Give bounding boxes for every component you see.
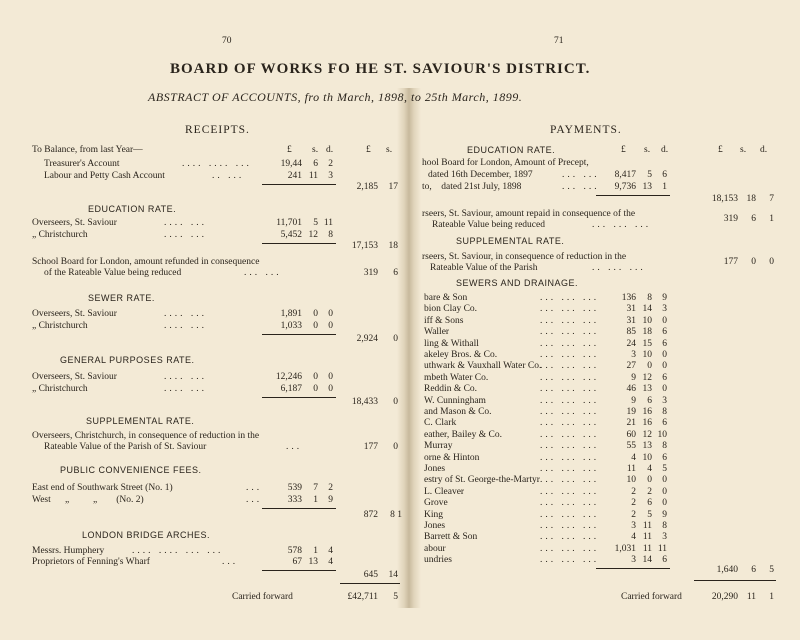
humphery-shillings: 1 <box>313 546 318 556</box>
sewer-payee-name: uthwark & Vauxhall Water Co. <box>424 361 542 372</box>
general-christchurch-pounds: 6,187 <box>280 384 302 394</box>
sewer-payee-shillings: 2 <box>647 486 652 497</box>
leader-dots: ... ... <box>562 170 600 180</box>
payments-supplemental-heading: SUPPLEMENTAL RATE. <box>456 236 565 246</box>
leader-dots: ... ... ... <box>540 429 600 440</box>
fennings-wharf-pounds: 67 <box>292 557 302 567</box>
sewer-payee-pounds: 4 <box>631 452 636 463</box>
leader-dots: ... ... ... <box>540 543 600 554</box>
leader-dots: .... ... <box>164 321 207 331</box>
sewer-payee-pounds: 24 <box>626 338 636 349</box>
leader-dots: ... ... ... <box>540 498 600 509</box>
sewer-payee-pounds: 9 <box>631 395 636 406</box>
sewer-christchurch-shillings: 0 <box>313 321 318 331</box>
sewer-payee-name: bare & Son <box>424 293 468 303</box>
leader-dots: ... ... ... <box>540 350 600 360</box>
sewer-payee-pounds: 60 <box>626 429 636 440</box>
leader-dots: ... ... ... <box>540 361 600 372</box>
sewer-st-saviour-shillings: 0 <box>313 309 318 319</box>
general-christchurch-pence: 0 <box>328 384 333 394</box>
supplemental-line1: Overseers, Christchurch, in consequence of reduction in the <box>32 431 260 441</box>
payments-col-pounds-total: £ <box>718 145 723 155</box>
school-refund-pounds: 319 <box>363 268 378 278</box>
sewer-payee-pounds: 21 <box>626 418 636 429</box>
sewer-payee-pence: 0 <box>662 361 667 372</box>
edu-christchurch-shillings: 12 <box>308 230 318 240</box>
receipts-col-shillings: s. <box>312 145 319 155</box>
precept-dec-pounds: 8,417 <box>614 170 636 180</box>
sewer-payee-pounds: 46 <box>626 384 636 395</box>
page-title: BOARD OF WORKS FO HE ST. SAVIOUR'S DISTRICT. <box>170 61 591 77</box>
sewer-payee-shillings: 14 <box>642 304 652 315</box>
sewer-payee-name: C. Clark <box>424 418 457 429</box>
leader-dots: ... ... ... <box>592 220 652 230</box>
humphery-label: Messrs. Humphery <box>32 546 105 556</box>
precept-jul-label: to, dated 21st July, 1898 <box>422 182 522 192</box>
leader-dots: .. ... ... <box>592 263 646 273</box>
precept-jul-shillings: 13 <box>642 182 652 192</box>
sewer-payee-name: orne & Hinton <box>424 452 480 463</box>
sewer-payee-pence: 6 <box>662 418 667 429</box>
sewer-payee-name: L. Cleaver <box>424 486 465 497</box>
sewer-payee-pence: 8 <box>662 521 667 531</box>
edu-christchurch-pounds: 5,452 <box>280 230 302 240</box>
leader-dots: ... ... ... <box>540 521 600 531</box>
sewer-payee-pounds: 27 <box>626 361 636 372</box>
fennings-wharf-pence: 4 <box>328 557 333 567</box>
general-total-shillings: 0 <box>393 397 398 407</box>
sewer-payee-pence: 6 <box>662 372 667 383</box>
sewer-payee-shillings: 13 <box>642 384 652 395</box>
sewer-payee-name: King <box>424 509 443 520</box>
sewer-payee-pence: 11 <box>657 543 667 554</box>
sewers-total-shillings: 6 <box>751 565 756 575</box>
sewer-payee-name: estry of St. George-the-Martyr <box>424 475 540 486</box>
sewer-payee-pounds: 3 <box>631 521 636 531</box>
sewer-payee-name: Barrett & Son <box>424 532 478 543</box>
edu-st-saviour-shillings: 5 <box>313 218 318 228</box>
receipts-carried-forward-label: Carried forward <box>232 592 293 602</box>
payments-supplemental-pence: 0 <box>769 257 774 267</box>
sewer-rate-heading: SEWER RATE. <box>88 293 155 303</box>
sewer-payee-name: Jones <box>424 521 446 531</box>
sewer-payee-shillings: 8 <box>647 293 652 303</box>
payments-col-pence: d. <box>661 145 669 155</box>
payments-supplemental-shillings: 0 <box>751 257 756 267</box>
leader-dots: ... ... ... <box>540 372 600 383</box>
public-total-pounds: 872 <box>363 510 378 520</box>
sewer-payee-pounds: 2 <box>631 509 636 520</box>
sewer-payee-name: mbeth Water Co. <box>424 372 489 383</box>
general-st-saviour-pence: 0 <box>328 372 333 382</box>
public-east-label: East end of Southwark Street (No. 1) <box>32 483 173 493</box>
general-st-saviour-label: Overseers, St. Saviour <box>32 372 117 382</box>
sewer-payee-pence: 6 <box>662 555 667 566</box>
sewer-payee-pounds: 31 <box>626 304 636 315</box>
leader-dots: ... ... ... <box>540 384 600 395</box>
payments-carried-forward-pounds: 20,290 <box>711 592 738 602</box>
sewer-payee-name: ling & Withall <box>424 338 479 349</box>
leader-dots: .... ... <box>164 372 207 382</box>
sewer-payee-pence: 5 <box>662 464 667 474</box>
precept-dec-shillings: 5 <box>647 170 652 180</box>
sewer-payee-pence: 3 <box>662 532 667 543</box>
sewer-payee-name: undries <box>424 555 452 566</box>
sewer-payee-name: iff & Sons <box>424 315 464 326</box>
edu-christchurch-label: „ Christchurch <box>32 230 88 240</box>
payments-carried-forward-pence: 1 <box>769 592 774 602</box>
leader-dots: ... ... ... <box>540 509 600 520</box>
sewer-payee-pence: 0 <box>662 350 667 360</box>
labour-pence: 3 <box>328 171 333 181</box>
fennings-wharf-label: Proprietors of Fenning's Wharf <box>32 557 150 567</box>
sewer-payee-name: and Mason & Co. <box>424 407 492 417</box>
sewer-payee-pounds: 3 <box>631 350 636 360</box>
sewer-payee-shillings: 13 <box>642 441 652 452</box>
school-refund-shillings: 6 <box>393 268 398 278</box>
subtotal-rule <box>262 397 336 398</box>
sewer-payee-shillings: 6 <box>647 395 652 406</box>
sewer-payee-pence: 8 <box>662 407 667 417</box>
leader-dots: ... ... ... <box>540 418 600 429</box>
edu-st-saviour-label: Overseers, St. Saviour <box>32 218 117 228</box>
payments-edu-total-pence: 7 <box>769 194 774 204</box>
sewer-payee-shillings: 16 <box>642 407 652 417</box>
london-bridge-total-shillings: 14 <box>388 570 398 580</box>
sewer-payee-pence: 0 <box>662 315 667 326</box>
sewer-payee-name: Waller <box>424 327 450 338</box>
leader-dots: ... ... ... <box>540 452 600 463</box>
sewer-payee-pounds: 85 <box>626 327 636 338</box>
general-st-saviour-pounds: 12,246 <box>275 372 302 382</box>
sewer-payee-pence: 8 <box>662 441 667 452</box>
edu-total-pounds: 17,153 <box>351 241 378 251</box>
leader-dots: ... ... ... <box>540 395 600 406</box>
public-convenience-heading: PUBLIC CONVENIENCE FEES. <box>60 465 202 475</box>
sewer-payee-pence: 0 <box>662 498 667 509</box>
sewers-total-pounds: 1,640 <box>716 565 738 575</box>
payments-col-pounds: £ <box>621 145 626 155</box>
receipts-col-shillings-total: s. <box>386 145 393 155</box>
leader-dots: ... ... <box>562 182 600 192</box>
general-total-pounds: 18,433 <box>351 397 378 407</box>
page-subtitle: ABSTRACT OF ACCOUNTS, fro th March, 1898, to 25th March, 1899. <box>148 90 523 104</box>
leader-dots: ... <box>222 557 239 567</box>
general-christchurch-label: „ Christchurch <box>32 384 88 394</box>
supplemental-pounds: 177 <box>363 442 378 452</box>
leader-dots: ... <box>246 495 263 505</box>
subtotal-rule <box>262 334 336 335</box>
treasurer-shillings: 6 <box>313 159 318 169</box>
receipts-carried-forward-pounds: £42,711 <box>347 592 378 602</box>
sewer-payee-pence: 0 <box>662 486 667 497</box>
public-west-pence: 9 <box>328 495 333 505</box>
edu-christchurch-pence: 8 <box>328 230 333 240</box>
sewer-payee-shillings: 10 <box>642 452 652 463</box>
sewer-payee-pounds: 31 <box>626 315 636 326</box>
subtotal-rule <box>596 195 670 196</box>
sewer-payee-shillings: 18 <box>642 327 652 338</box>
sewer-payee-shillings: 12 <box>642 429 652 440</box>
sewer-payee-shillings: 10 <box>642 315 652 326</box>
sewer-payee-pence: 9 <box>662 293 667 303</box>
sewer-payee-pounds: 9 <box>631 372 636 383</box>
leader-dots: ... ... ... <box>540 407 600 417</box>
leader-dots: ... ... ... <box>540 293 600 303</box>
sewer-payee-pounds: 1,031 <box>614 543 636 554</box>
school-board-refund-line1: School Board for London, amount refunded in consequence <box>32 257 260 267</box>
payments-supplemental-label: Rateable Value of the Parish <box>430 263 538 273</box>
sewer-payee-pounds: 11 <box>626 464 636 474</box>
sewer-payee-shillings: 6 <box>647 498 652 509</box>
leader-dots: .... .... ... <box>182 159 252 169</box>
leader-dots: .... ... <box>164 230 207 240</box>
sewer-payee-pounds: 2 <box>631 498 636 509</box>
sewers-total-pence: 5 <box>769 565 774 575</box>
labour-pounds: 241 <box>287 171 302 181</box>
public-east-pence: 2 <box>328 483 333 493</box>
leader-dots: ... ... ... <box>540 327 600 338</box>
sewer-payee-pence: 3 <box>662 395 667 406</box>
general-st-saviour-shillings: 0 <box>313 372 318 382</box>
leader-dots: .... ... <box>164 384 207 394</box>
leader-dots: ... ... ... <box>540 441 600 452</box>
sewer-payee-shillings: 0 <box>647 475 652 486</box>
sewer-payee-pence: 6 <box>662 452 667 463</box>
sewer-total-pounds: 2,924 <box>356 334 378 344</box>
sewer-payee-shillings: 16 <box>642 418 652 429</box>
receipts-col-pounds-total: £ <box>366 145 371 155</box>
sewer-payee-pence: 9 <box>662 509 667 520</box>
payments-col-shillings: s. <box>644 145 651 155</box>
general-purposes-heading: GENERAL PURPOSES RATE. <box>60 355 195 365</box>
page-gutter <box>397 88 421 608</box>
sewer-payee-shillings: 5 <box>647 509 652 520</box>
leader-dots: .... ... <box>164 309 207 319</box>
sewer-payee-pence: 0 <box>662 384 667 395</box>
sewer-payee-shillings: 11 <box>642 532 652 543</box>
leader-dots: ... ... <box>244 268 282 278</box>
sewer-payee-name: W. Cunningham <box>424 395 486 406</box>
humphery-pounds: 578 <box>287 546 302 556</box>
labour-shillings: 11 <box>308 171 318 181</box>
sewer-payee-shillings: 0 <box>647 361 652 372</box>
general-christchurch-shillings: 0 <box>313 384 318 394</box>
leader-dots: .. ... <box>212 171 245 181</box>
subtotal-rule <box>262 243 336 244</box>
payments-carried-forward-label: Carried forward <box>621 592 682 602</box>
subtotal-rule <box>262 508 336 509</box>
sewer-payee-name: bion Clay Co. <box>424 304 478 315</box>
leader-dots: ... ... ... <box>540 304 600 315</box>
public-east-shillings: 7 <box>313 483 318 493</box>
payments-edu-total-pounds: 18,153 <box>711 194 738 204</box>
leader-dots: ... <box>286 442 303 452</box>
sewer-payee-name: Jones <box>424 464 446 474</box>
sewer-payee-pounds: 136 <box>621 293 636 303</box>
payments-heading: PAYMENTS. <box>550 124 622 136</box>
leader-dots: ... ... ... <box>540 315 600 326</box>
balance-total-shillings: 17 <box>388 182 398 192</box>
sewer-payee-pounds: 55 <box>626 441 636 452</box>
leader-dots: ... ... ... <box>540 475 600 486</box>
school-board-refund-line2: of the Rateable Value being reduced <box>44 268 182 278</box>
supplemental-line2: Rateable Value of the Parish of St. Saviour <box>44 442 207 452</box>
sewer-payee-name: eather, Bailey & Co. <box>424 429 502 440</box>
receipts-col-pence: d. <box>326 145 334 155</box>
sewer-st-saviour-pence: 0 <box>328 309 333 319</box>
right-page-number: 71 <box>554 36 564 46</box>
humphery-pence: 4 <box>328 546 333 556</box>
receipts-heading: RECEIPTS. <box>185 124 250 136</box>
sewer-christchurch-pounds: 1,033 <box>280 321 302 331</box>
leader-dots: ... ... ... <box>540 464 600 474</box>
precept-jul-pence: 1 <box>662 182 667 192</box>
public-total-shillings: 8 1 <box>390 510 402 520</box>
fennings-wharf-shillings: 13 <box>308 557 318 567</box>
overseers-repaid-line1: rseers, St. Saviour, amount repaid in consequence of the <box>422 209 636 219</box>
sewer-payee-shillings: 11 <box>642 521 652 531</box>
leader-dots: ... ... ... <box>540 338 600 349</box>
payments-carried-forward-shillings: 11 <box>746 592 756 602</box>
sewer-payee-shillings: 12 <box>642 372 652 383</box>
sewer-payee-shillings: 14 <box>642 555 652 566</box>
payments-supplemental-line1: rseers, St. Saviour, in consequence of reduction in the <box>422 252 627 262</box>
sewer-christchurch-pence: 0 <box>328 321 333 331</box>
precept-dec-pence: 6 <box>662 170 667 180</box>
overseers-repaid-shillings: 6 <box>751 214 756 224</box>
leader-dots: ... <box>246 483 263 493</box>
opening-balance-label: To Balance, from last Year— <box>32 145 143 155</box>
sewers-drainage-heading: SEWERS AND DRAINAGE. <box>456 278 579 288</box>
sewer-st-saviour-label: Overseers, St. Saviour <box>32 309 117 319</box>
leader-dots: ... ... ... <box>540 486 600 497</box>
sewer-payee-shillings: 15 <box>642 338 652 349</box>
leader-dots: .... .... ... ... <box>132 546 224 556</box>
public-east-pounds: 539 <box>287 483 302 493</box>
precept-jul-pounds: 9,736 <box>614 182 636 192</box>
sewer-christchurch-label: „ Christchurch <box>32 321 88 331</box>
receipts-col-pounds: £ <box>287 145 292 155</box>
payments-col-pence-total: d. <box>760 145 768 155</box>
subtotal-rule <box>262 184 336 185</box>
public-west-label: West „ „ (No. 2) <box>32 495 144 505</box>
sewer-payee-shillings: 4 <box>647 464 652 474</box>
precept-line1: hool Board for London, Amount of Precept, <box>422 158 589 168</box>
sewer-payee-pence: 6 <box>662 327 667 338</box>
education-rate-heading: EDUCATION RATE. <box>88 204 177 214</box>
overseers-repaid-label: Rateable Value being reduced <box>432 220 545 230</box>
sewer-payee-pounds: 10 <box>626 475 636 486</box>
london-bridge-total-pounds: 645 <box>363 570 378 580</box>
public-west-pounds: 333 <box>287 495 302 505</box>
supplemental-shillings: 0 <box>393 442 398 452</box>
left-page-number: 70 <box>222 36 232 46</box>
sewer-payee-shillings: 10 <box>642 350 652 360</box>
treasurer-pence: 2 <box>328 159 333 169</box>
payments-col-shillings-total: s. <box>740 145 747 155</box>
sewer-payee-pounds: 2 <box>631 486 636 497</box>
sewer-payee-name: Murray <box>424 441 453 452</box>
sewer-payee-name: akeley Bros. & Co. <box>424 350 498 360</box>
sewer-payee-pounds: 3 <box>631 555 636 566</box>
sewer-payee-pence: 6 <box>662 338 667 349</box>
sewer-payee-shillings: 11 <box>642 543 652 554</box>
payments-supplemental-pounds: 177 <box>723 257 738 267</box>
edu-total-shillings: 18 <box>388 241 398 251</box>
public-west-shillings: 1 <box>313 495 318 505</box>
labour-label: Labour and Petty Cash Account <box>44 171 165 181</box>
payments-education-heading: EDUCATION RATE. <box>467 145 556 155</box>
payments-edu-total-shillings: 18 <box>746 194 756 204</box>
sewer-payee-name: abour <box>424 543 446 554</box>
total-rule <box>694 580 776 581</box>
treasurer-label: Treasurer's Account <box>44 159 120 169</box>
precept-dec-label: dated 16th December, 1897 <box>428 170 533 180</box>
sewer-payee-pence: 3 <box>662 304 667 315</box>
sewer-st-saviour-pounds: 1,891 <box>280 309 302 319</box>
supplemental-rate-heading: SUPPLEMENTAL RATE. <box>86 416 195 426</box>
sewer-payee-pounds: 4 <box>631 532 636 543</box>
sewer-payee-pence: 10 <box>657 429 667 440</box>
sewer-total-shillings: 0 <box>393 334 398 344</box>
london-bridge-heading: LONDON BRIDGE ARCHES. <box>82 530 211 540</box>
receipts-carried-forward-shillings: 5 <box>393 592 398 602</box>
subtotal-rule <box>596 568 670 569</box>
sewer-payee-name: Reddin & Co. <box>424 384 478 395</box>
subtotal-rule <box>262 570 336 571</box>
sewer-payee-pence: 0 <box>662 475 667 486</box>
treasurer-pounds: 19,44 <box>280 159 302 169</box>
leader-dots: .... ... <box>164 218 207 228</box>
edu-st-saviour-pence: 11 <box>323 218 333 228</box>
sewer-payee-name: Grove <box>424 498 448 509</box>
edu-st-saviour-pounds: 11,701 <box>276 218 302 228</box>
overseers-repaid-pence: 1 <box>769 214 774 224</box>
leader-dots: ... ... ... <box>540 555 600 566</box>
balance-total-pounds: 2,185 <box>356 182 378 192</box>
sewer-payee-pounds: 19 <box>626 407 636 417</box>
leader-dots: ... ... ... <box>540 532 600 543</box>
overseers-repaid-pounds: 319 <box>723 214 738 224</box>
total-rule <box>340 583 400 584</box>
